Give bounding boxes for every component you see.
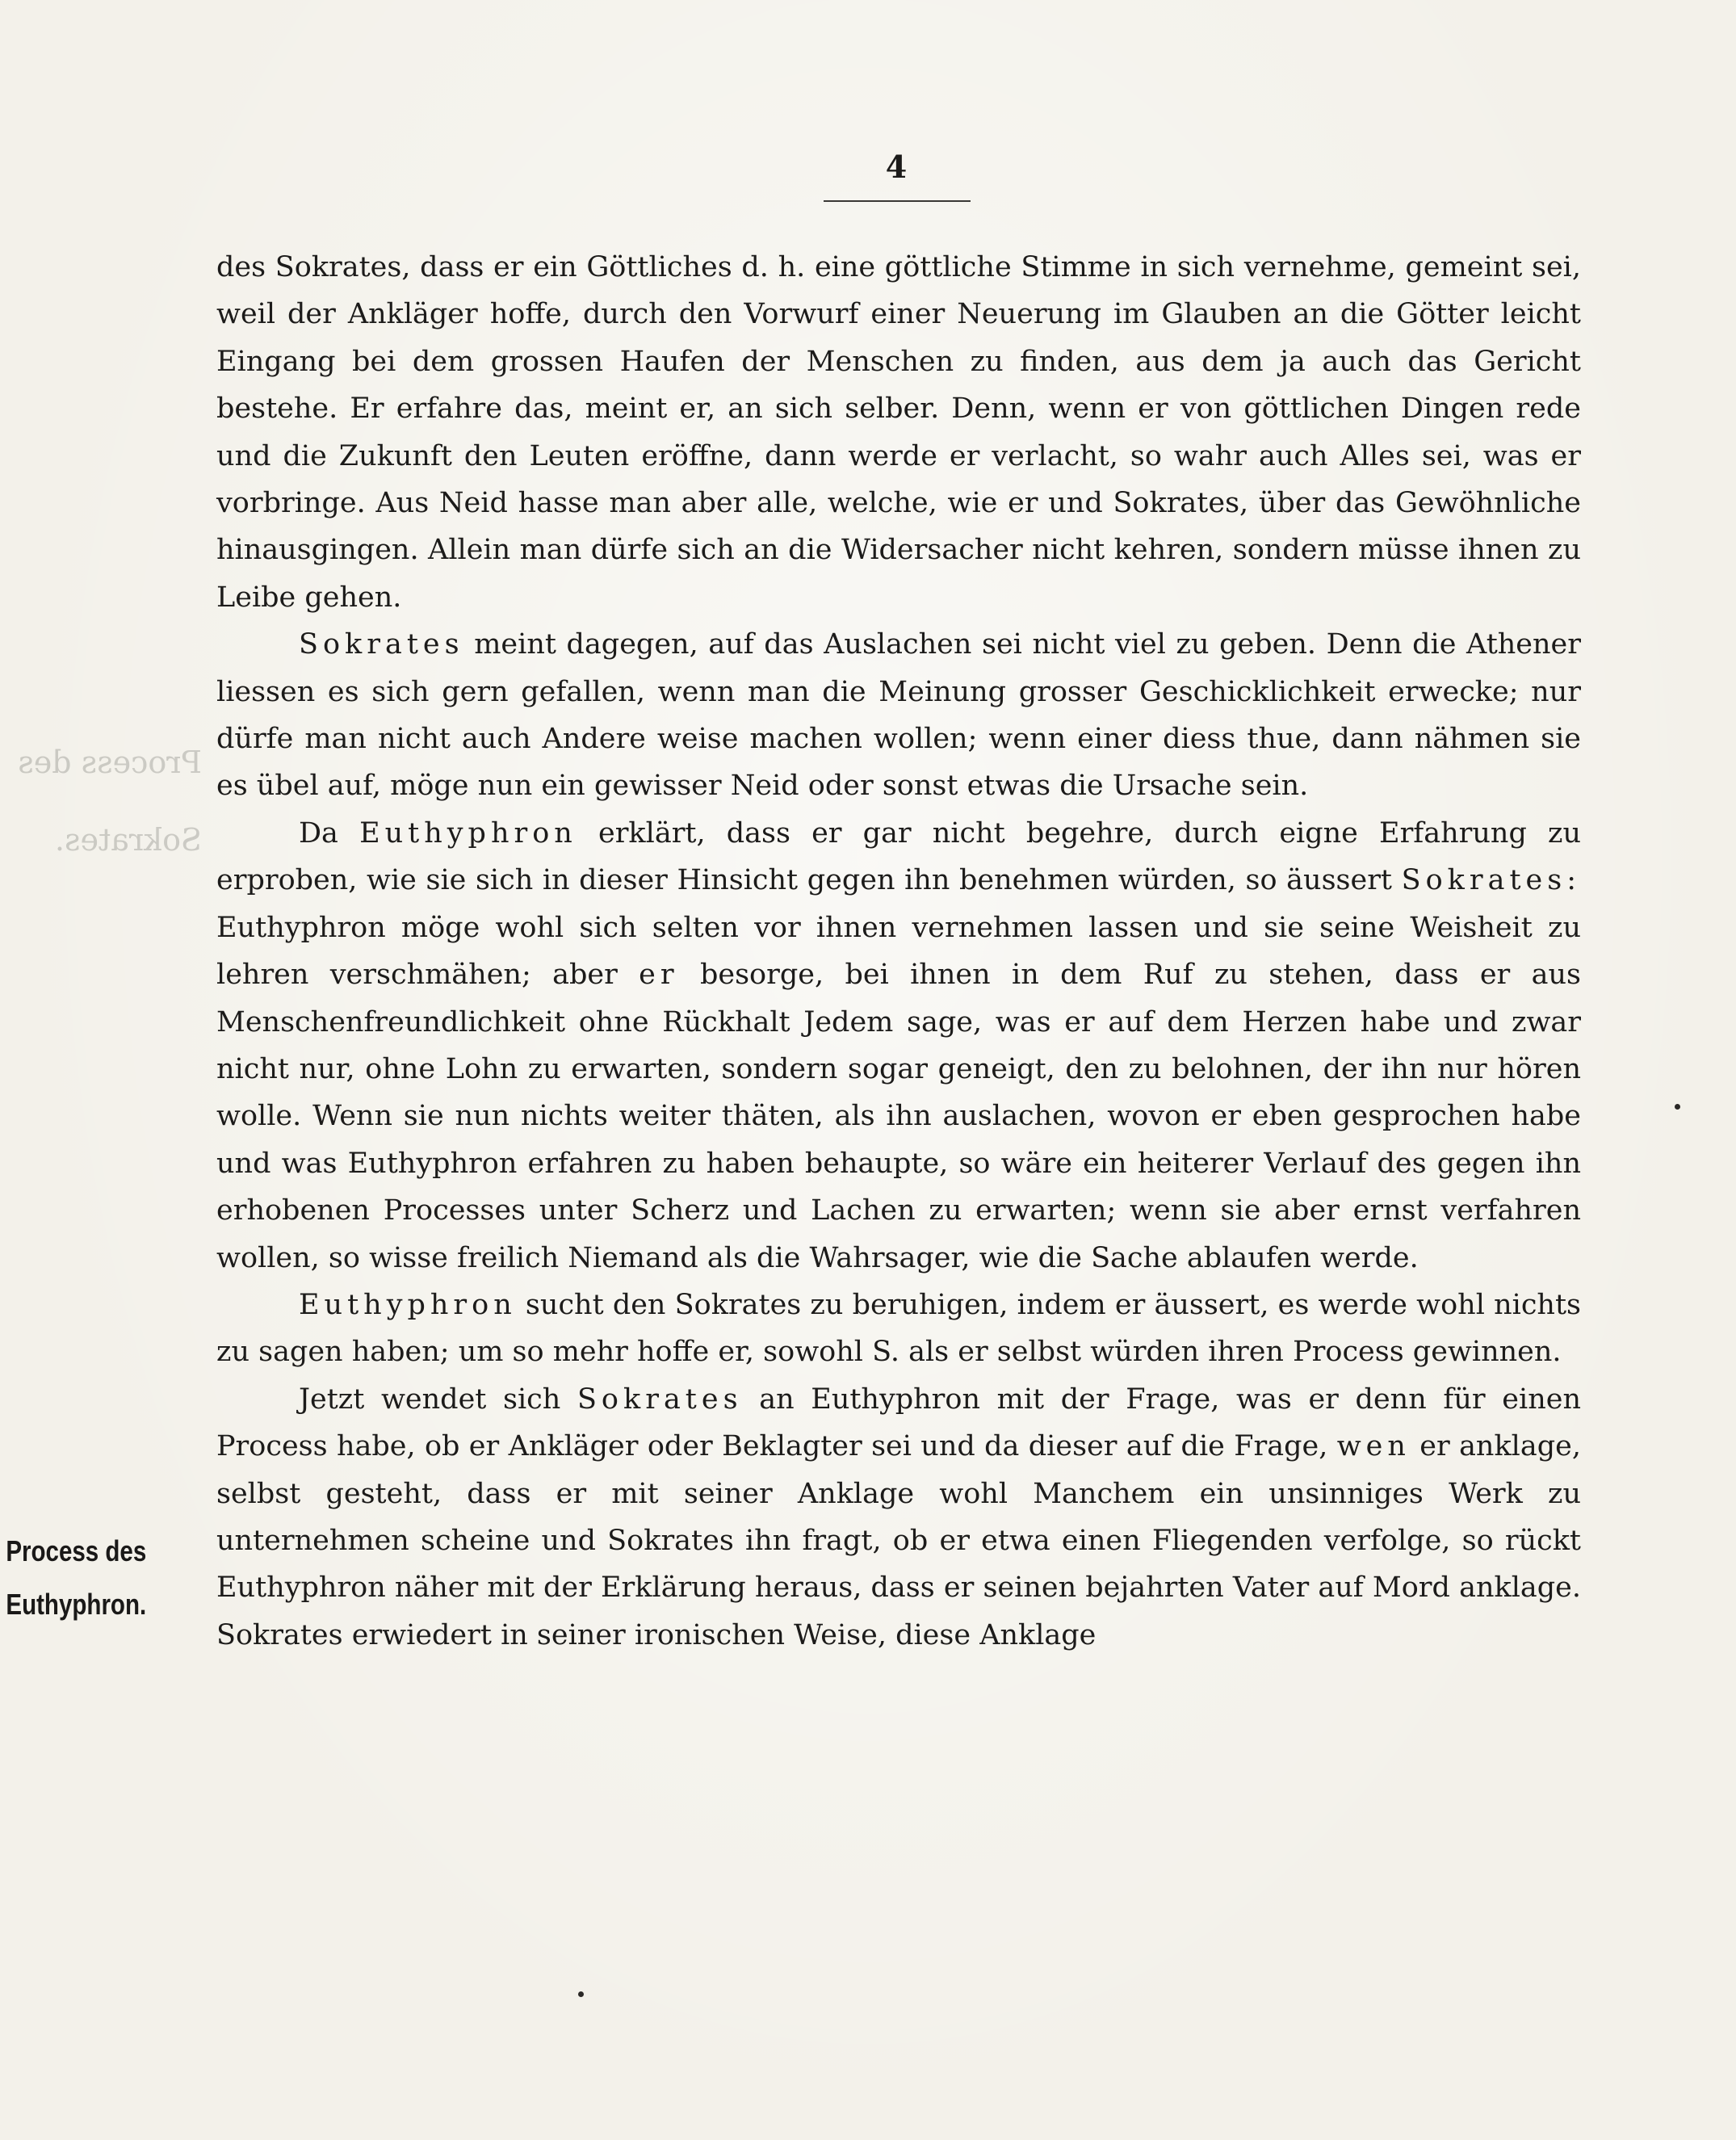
spaced-word: wen — [1336, 1430, 1411, 1463]
spaced-name: Sokrates: — [1401, 864, 1581, 897]
text-run: sucht den Sokrates zu beruhigen, indem er äussert, es werde wohl nichts zu sagen haben; um so mehr hoffe er, sowohl S. als er selbst würden ihren Process gewinnen. — [216, 1288, 1581, 1369]
text-run: an Euthyphron mit der Frage, was er denn für einen Process habe, ob er Ankläger oder Beklagter sei und da dieser auf die Frage, — [216, 1383, 1581, 1463]
spaced-name: Sokrates — [577, 1383, 743, 1416]
bleed-through-line: Sokrates. — [54, 822, 202, 858]
header-rule — [824, 200, 971, 202]
ink-speck — [578, 1991, 584, 1997]
paragraph — [216, 810, 1581, 1282]
bleed-through-margin-note — [8, 724, 202, 879]
spaced-name: Sokrates — [299, 628, 464, 661]
margin-note-line: Euthyphron. — [6, 1588, 147, 1621]
text-run: erklärt, dass er gar nicht begehre, durch eigne Erfahrung zu erproben, wie sie sich in dieser Hinsicht gegen ihn benehmen würden, so äussert — [216, 816, 1581, 897]
spaced-name: Euthyphron — [299, 1288, 517, 1321]
body-text — [216, 244, 1581, 1659]
text-run: Jetzt wendet sich — [299, 1383, 577, 1416]
text-run: besorge, bei ihnen in dem Ruf zu stehen, dass er aus Menschenfreundlichkeit ohne Rückhalt Jedem sage, was er auf dem Herzen habe und zwar nicht nur, ohne Lohn zu erwarten, sondern sogar geneigt, den zu belohnen, der ihn nur hören wolle. Wenn sie nun nichts weiter thäten, als ihn auslachen, wovon er eben gesprochen habe und was Euthyphron erfahren zu haben behaupte, so wäre ein heiterer Verlauf des gegen ihn erhobenen Processes unter Scherz und Lachen zu erwarten; wenn sie aber ernst verfahren wollen, so wisse freilich Niemand als die Wahrsager, wie die Sache ablaufen werde. — [216, 959, 1581, 1274]
paragraph — [216, 1282, 1581, 1376]
spaced-name: Euthyphron — [359, 816, 577, 850]
margin-note-process-euthyphron — [0, 1525, 153, 1631]
bleed-through-line: Process des — [18, 745, 202, 780]
paragraph — [216, 244, 1581, 621]
text-run: er anklage, selbst gesteht, dass er mit seiner Anklage wohl Manchem ein unsinniges Werk zu unternehmen scheine und Sokrates ihn fragt, ob er etwa einen Fliegenden verfolge, so rückt Euthyphron näher mit der Erklärung heraus, dass er seinen bejahrten Vater auf Mord anklage. Sokrates erwiedert in seiner ironischen Weise, diese Anklage — [216, 1430, 1581, 1651]
ink-speck — [1675, 1104, 1680, 1110]
spaced-word: er — [639, 959, 679, 992]
text-run: meint dagegen, auf das Auslachen sei nicht viel zu geben. Denn die Athener liessen es sich gern gefallen, wenn man die Meinung grosser Geschicklichkeit erwecke; nur dürfe man nicht auch Andere weise machen wollen; wenn einer diess thue, dann nähmen sie es übel auf, möge nun ein gewisser Neid oder sonst etwas die Ursache sein. — [216, 628, 1581, 803]
margin-note-line: Process des — [6, 1534, 147, 1567]
paragraph — [216, 621, 1581, 810]
text-run: des Sokrates, dass er ein Göttliches d. h. eine göttliche Stimme in sich vernehme, gemeint sei, weil der Ankläger hoffe, durch den Vorwurf einer Neuerung im Glauben an die Götter leicht Eingang bei dem grossen Haufen der Menschen zu finden, aus dem ja auch das Gericht bestehe. Er erfahre das, meint er, an sich selber. Denn, wenn er von göttlichen Dingen rede und die Zukunft den Leuten eröffne, dann werde er verlacht, so wahr auch Alles sei, was er vorbringe. Aus Neid hasse man aber alle, welche, wie er und Sokrates, über das Gewöhnliche hinausgingen. Allein man dürfe sich an die Widersacher nicht kehren, sondern müsse ihnen zu Leibe gehen. — [216, 251, 1581, 614]
paragraph — [216, 1376, 1581, 1659]
page-number: 4 — [885, 149, 908, 185]
text-run: Euthyphron möge wohl sich selten vor ihnen vernehmen lassen und sie seine Weisheit zu lehren verschmähen; aber — [216, 911, 1581, 992]
text-run: Da — [299, 816, 360, 850]
